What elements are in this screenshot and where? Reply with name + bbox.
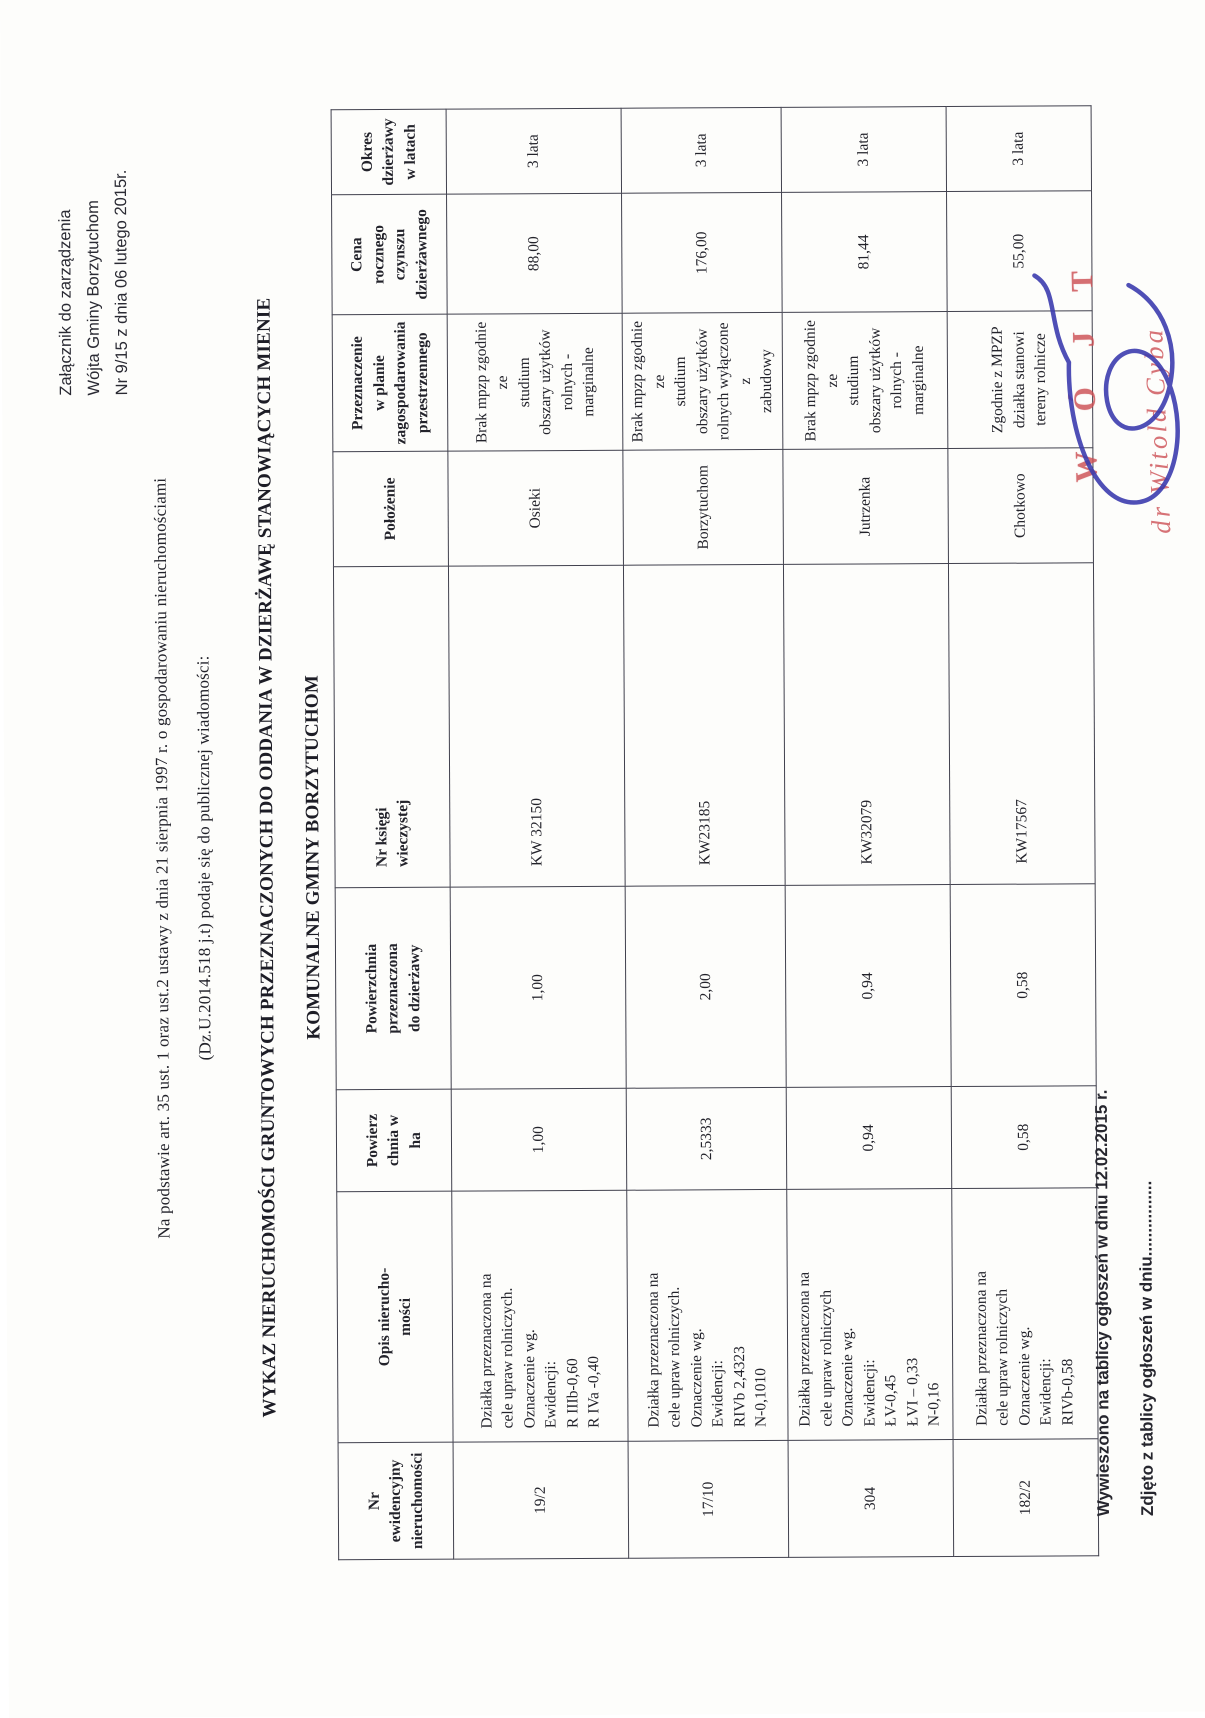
property-listing-table [331, 105, 1099, 1560]
removed-from-board-note: Zdjęto z tablicy ogłoszeń w dniu................ [1136, 1180, 1157, 1517]
table-cell: Brak mpzp zgodnie ze studium obszary użytków rolnych - marginalne [447, 313, 623, 451]
table-cell: 304 [788, 1440, 954, 1558]
table-cell: Brak mpzp zgodnie ze studium obszary użytków rolnych wyłączone z zabudowy [622, 312, 782, 450]
wojt-stamp-title: WÓJT [1063, 230, 1104, 483]
table-cell: Działka przeznaczona na cele upraw rolniczych Oznaczenie wg. Ewidencji: ŁV-0,45 ŁVI – 0,33 N-0,16 [786, 1189, 952, 1441]
table-cell: 19/2 [453, 1441, 629, 1559]
table-cell: 3 lata [446, 108, 621, 194]
table-row [446, 108, 629, 1559]
table-cell: KW23185 [623, 564, 784, 886]
table-cell: 1,00 [450, 886, 626, 1089]
column-header-powierzchnia-ha: Powierz chnia w ha [336, 1089, 452, 1192]
table-cell: Borzytuchom [623, 449, 783, 565]
table-row [781, 107, 954, 1558]
column-header-opis: Opis nierucho- mości [337, 1191, 453, 1443]
column-header-nr-ksiegi: Nr księgi wieczystej [333, 566, 450, 888]
table-cell: 0,94 [786, 1087, 952, 1190]
table-cell: 0,58 [950, 884, 1096, 1087]
table-cell: 88,00 [447, 193, 623, 314]
column-header-okres: Okres dzierżawy w latach [331, 109, 446, 195]
wojt-stamp-name: dr Witold Cyba [1138, 326, 1177, 535]
pen-signature-stroke [1034, 275, 1178, 503]
column-header-powierzchnia-dzierzawy: Powierzchnia przeznaczona do dzierżawy [335, 887, 451, 1090]
table-cell: 81,44 [781, 192, 947, 313]
table-cell: Zgodnie z MPZP działka stanowi tereny rolnicze [947, 311, 1093, 449]
legal-basis-line-2: (Dz.U.2014.518 j.t) podaje się do publicznej wiadomości: [193, 655, 215, 1061]
table-cell: 2,00 [625, 885, 786, 1088]
table-cell: 176,00 [622, 192, 782, 313]
table-cell: KW 32150 [448, 565, 625, 887]
table-cell: Jutrzenka [782, 449, 948, 565]
table-cell: 1,00 [451, 1088, 627, 1191]
column-header-nr-ewidencyjny: Nr ewidencyjny nieruchomości [338, 1442, 454, 1560]
table-cell: Działka przeznaczona na cele upraw rolniczych. Oznaczenie wg. Ewidencji: RIVb 2,4323 N-0,1010 [627, 1189, 788, 1441]
table-cell: 0,58 [951, 1086, 1097, 1189]
table-cell: KW32079 [783, 564, 950, 886]
attachment-note [51, 170, 136, 396]
table-cell: KW17567 [948, 563, 1095, 885]
table-cell: 2,5333 [626, 1087, 786, 1190]
table-cell: Działka przeznaczona na cele upraw rolniczych. Oznaczenie wg. Ewidencji: R IIIb-0,60 R IVa -0,40 [452, 1190, 628, 1442]
table-cell: Działka przeznaczona na cele upraw rolniczych Oznaczenie wg. Ewidencji: RIVb-0,58 [951, 1188, 1097, 1440]
attachment-note-line-1: Załącznik do zarządzenia [56, 209, 76, 396]
table-cell: 182/2 [953, 1439, 1099, 1557]
table-cell: 3 lata [621, 107, 781, 193]
attachment-note-line-3: Nr 9/15 z dnia 06 lutego 2015r. [111, 169, 132, 396]
pen-signature [1016, 267, 1202, 528]
document-title-line-1: WYKAZ NIERUCHOMOŚCI GRUNTOWYCH PRZEZNACZONYCH DO ODDANIA W DZIERŻAWĘ STANOWIĄCYCH MIENIE [253, 297, 281, 1418]
document-title-line-2: KOMUNALNE GMINY BORZYTUCHOM [301, 675, 325, 1040]
table-cell: 3 lata [946, 106, 1091, 192]
column-header-polozenie: Położenie [333, 451, 449, 567]
table-cell: Brak mpzp zgodnie ze studium obszary użytków rolnych - marginalne [782, 312, 948, 450]
table-cell: 3 lata [781, 107, 946, 193]
table-header-row [331, 109, 454, 1560]
table-cell: 55,00 [946, 191, 1092, 312]
column-header-cena: Cena rocznego czynszu dzierżawnego [332, 194, 448, 315]
attachment-note-line-2: Wójta Gminy Borzytuchom [84, 200, 104, 396]
table-cell: 17/10 [628, 1440, 788, 1558]
table-row [621, 107, 788, 1558]
table-cell: Osieki [448, 450, 624, 566]
posted-on-board-note: Wywieszono na tablicy ogłoszeń w dniu 12.02.2015 r. [1091, 1089, 1113, 1517]
legal-basis-line-1: Na podstawie art. 35 ust. 1 oraz ust.2 ustawy z dnia 21 sierpnia 1997 r. o gospodarowaniu nieruchomościami [150, 477, 174, 1239]
table-cell: 0,94 [785, 885, 951, 1088]
column-header-przeznaczenie: Przeznaczenie w planie zagospodarowania przestrzennego [332, 314, 448, 452]
table-cell: Chotkowo [947, 448, 1093, 564]
